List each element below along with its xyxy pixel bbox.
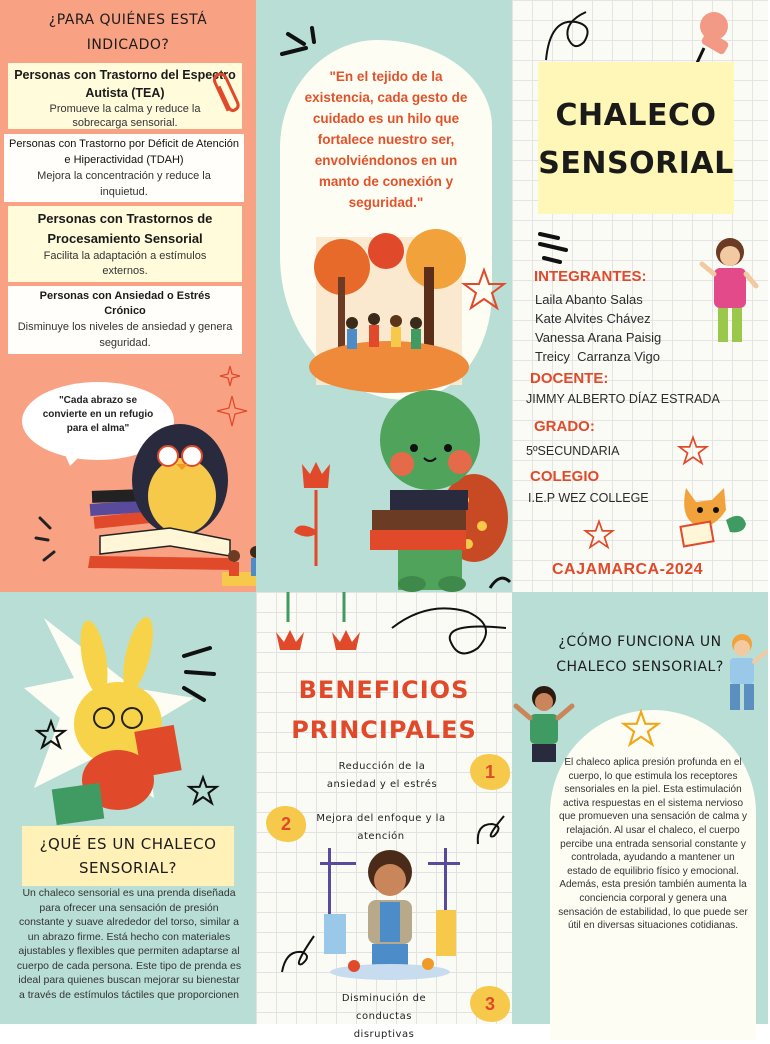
cover-title-line1: CHALECO bbox=[555, 98, 717, 133]
card-heading: Personas con Trastorno por Déficit de Atención e Hiperactividad (TDAH) bbox=[9, 138, 239, 166]
doodle-curl-icon bbox=[474, 810, 508, 855]
cat-illustration bbox=[672, 480, 752, 555]
member-name: Laila Abanto Salas bbox=[535, 292, 643, 307]
colegio-label: COLEGIO bbox=[530, 468, 600, 485]
speech-bubble: "Cada abrazo se convierte en un refugio para el alma" bbox=[22, 382, 174, 460]
star-icon bbox=[622, 710, 660, 753]
integrantes-label: INTEGRANTES: bbox=[534, 268, 647, 285]
panel-title: ¿PARA QUIÉNES ESTÁ INDICADO? bbox=[48, 12, 208, 53]
girl-illustration bbox=[700, 234, 760, 355]
benefits-title bbox=[276, 670, 492, 750]
panel-indicated-for bbox=[0, 0, 256, 592]
member-name: Treicy Carranza Vigo bbox=[535, 349, 660, 364]
how-text: El chaleco aplica presión profunda en el cuerpo, lo que estimula los receptores sensoriales en la piel. Esta estimulación activa respuestas en el sistema nervioso que promueven una sensación de calma y relajación. Al usar el chaleco, el cuerpo percibe una entrada sensorial constante y controlada, ayudando a mantener un estado de equilibrio físico y emocional. Además, esta presión también aumenta la conciencia corporal y genera una sensación de estabilidad, lo que puede ser útil en diversas situaciones cotidianas. bbox=[558, 757, 748, 932]
card-sensory bbox=[8, 206, 242, 282]
star-icon bbox=[584, 520, 614, 555]
card-desc: Mejora la concentración y reduce la inquietud. bbox=[37, 170, 211, 198]
paperclip-icon bbox=[212, 70, 240, 121]
panel-quote bbox=[256, 0, 512, 592]
what-title: ¿QUÉ ES UN CHALECO SENSORIAL? bbox=[39, 835, 217, 877]
grado-label: GRADO: bbox=[534, 418, 595, 435]
docente-name: JIMMY ALBERTO DÍAZ ESTRADA bbox=[526, 392, 720, 406]
penguin-illustration bbox=[30, 418, 250, 583]
card-heading: Personas con Trastornos de Procesamiento Sensorial bbox=[37, 211, 213, 246]
benefit-number: 2 bbox=[266, 806, 306, 842]
panel-cover bbox=[512, 0, 768, 592]
card-desc: Disminuye los niveles de ansiedad y genera seguridad. bbox=[17, 321, 233, 349]
star-icon bbox=[188, 776, 218, 811]
doodle-loop-icon bbox=[388, 598, 508, 673]
panel-how-it-works bbox=[512, 592, 768, 1024]
flower-icon bbox=[292, 460, 342, 575]
boy-vest-illustration bbox=[320, 844, 460, 985]
member-name: Vanessa Arana Paisig bbox=[535, 330, 662, 345]
doodle-curl-icon bbox=[278, 932, 318, 981]
star-icon bbox=[678, 436, 708, 471]
benefit-number: 1 bbox=[470, 754, 510, 790]
benefit-number: 3 bbox=[470, 986, 510, 1022]
star-icon bbox=[462, 268, 506, 317]
benefits-title-line2: PRINCIPALES bbox=[291, 716, 477, 744]
member-name: Kate Alvites Chávez bbox=[535, 311, 651, 326]
card-anxiety bbox=[8, 286, 242, 354]
autumn-kids-illustration bbox=[316, 237, 462, 390]
benefits-title-line1: BENEFICIOS bbox=[298, 676, 470, 704]
card-tdah bbox=[4, 134, 244, 202]
quote-text: "En el tejido de la existencia, cada gesto de cuidado es un hilo que fortalece nuestro ser, envolviéndonos en un manto de conexión y seguridad." bbox=[304, 69, 468, 210]
card-tea bbox=[8, 63, 242, 129]
integrantes-list bbox=[535, 290, 661, 366]
flower-icon bbox=[274, 592, 364, 657]
benefit-item: Mejora del enfoque y la atención bbox=[316, 813, 446, 842]
footer-city: CAJAMARCA-2024 bbox=[552, 561, 704, 578]
card-desc: Facilita la adaptación a estímulos externos. bbox=[43, 250, 207, 277]
benefit-item: Reducción de la ansiedad y el estrés bbox=[326, 761, 438, 790]
what-text: Un chaleco sensorial es una prenda diseñada para ofrecer una sensación de presión constante y suave alrededor del torso, similar a un abrazo firme. Está hecho con materiales ajustables y flexibles que permiten adaptarse al cuerpo de cada persona. Este tipo de prenda es ideal para quienes buscan mejorar su bienestar a través de estímulos táctiles que proporcionen bbox=[16, 887, 242, 1001]
benefit-item: Disminución de conductas disruptivas bbox=[341, 993, 427, 1040]
card-heading: Personas con Ansiedad o Estrés Crónico bbox=[39, 290, 211, 317]
turtle-illustration bbox=[368, 388, 512, 597]
colegio-value: I.E.P WEZ COLLEGE bbox=[528, 491, 649, 505]
cover-title-line2: SENSORIAL bbox=[538, 146, 734, 181]
card-desc: Promueve la calma y reduce la sobrecarga sensorial. bbox=[49, 103, 201, 129]
how-title: ¿CÓMO FUNCIONA UN CHALECO SENSORIAL? bbox=[556, 634, 724, 675]
panel-what-is bbox=[0, 592, 256, 1024]
cover-title bbox=[538, 98, 734, 182]
star-icon bbox=[36, 720, 66, 755]
docente-label: DOCENTE: bbox=[530, 370, 609, 387]
doodle-lines-icon bbox=[278, 24, 328, 69]
boy-illustration bbox=[714, 632, 770, 721]
panel-benefits bbox=[256, 592, 512, 1040]
doodle-lines-icon bbox=[536, 228, 570, 273]
grado-value: 5ºSECUNDARIA bbox=[526, 444, 620, 458]
card-heading: Personas con Trastorno del Espectro Autista (TEA) bbox=[14, 68, 236, 100]
